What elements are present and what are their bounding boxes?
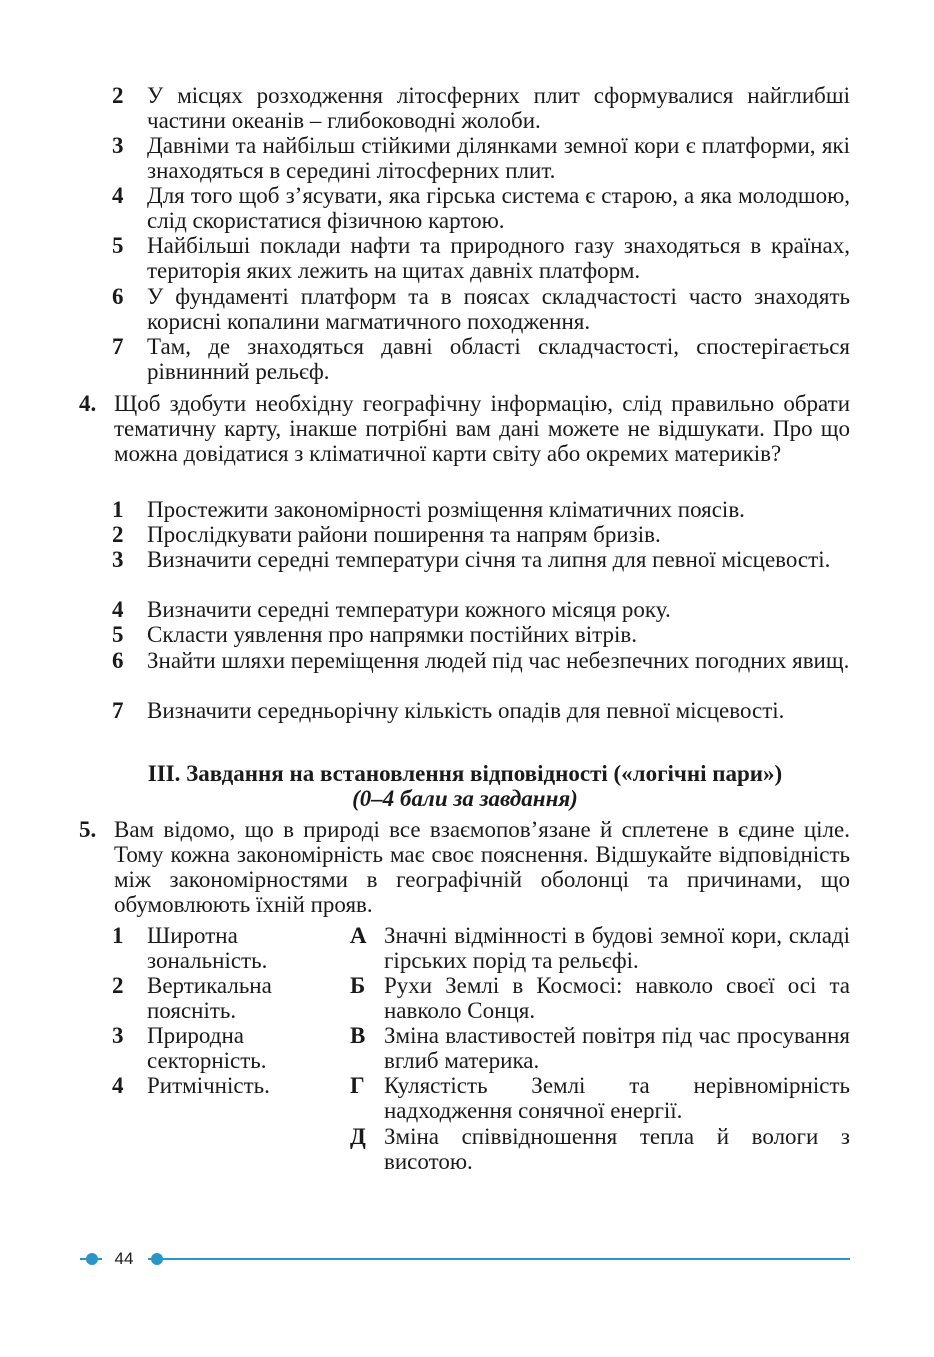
pair-right-item (350, 973, 850, 1023)
option-item (112, 522, 850, 547)
list-item (112, 334, 850, 384)
option-text: Простежити закономірності розміщення кліматичних поясів. (147, 497, 745, 522)
page-number: 44 (114, 1249, 134, 1268)
pair-left-item (112, 973, 332, 1023)
footer-rule (80, 1258, 850, 1260)
pair-right-letter: Б (350, 973, 366, 998)
pair-right-item (350, 1073, 850, 1123)
option-number: 2 (112, 522, 124, 547)
option-item (112, 622, 850, 647)
pair-left-number: 1 (112, 923, 124, 948)
list-item (112, 83, 850, 133)
section-title: ІІІ. Завдання на встановлення відповідності («логічні пари») (147, 761, 783, 786)
question-number: 5. (79, 817, 97, 842)
item-number: 4 (112, 183, 124, 208)
option-item (112, 497, 850, 522)
footer-dot-left-icon (86, 1253, 98, 1265)
option-item (112, 547, 850, 572)
question-number: 4. (79, 391, 97, 416)
option-number: 4 (112, 597, 124, 622)
item-text: У фундаменті платформ та в поясах складчастості часто знаходять корисні копалини магматичного походження. (147, 284, 850, 334)
footer-dot-right-icon (151, 1253, 163, 1265)
item-number: 3 (112, 133, 124, 158)
pair-left-item (112, 1073, 332, 1098)
option-number: 6 (112, 648, 124, 673)
list-item (112, 284, 850, 334)
pair-left-number: 2 (112, 973, 124, 998)
pair-left-item (112, 923, 332, 973)
option-item (112, 648, 850, 673)
pair-right-letter: Д (350, 1124, 366, 1149)
pair-left-item (112, 1023, 332, 1073)
pair-right-text: Зміна властивостей повітря під час просування вглиб материка. (384, 1023, 850, 1073)
pair-right-letter: Г (350, 1073, 365, 1098)
option-number: 1 (112, 497, 124, 522)
pair-left-text: Ритмічність. (147, 1073, 270, 1098)
item-text: Найбільші поклади нафти та природного газу знаходяться в країнах, територія яких лежить на щитах давніх платформ. (147, 233, 850, 283)
question-4 (79, 391, 850, 466)
list-item (112, 133, 850, 183)
pair-right-text: Рухи Землі в Космосі: навколо своєї осі та навколо Сонця. (384, 973, 850, 1023)
option-text: Знайти шляхи переміщення людей під час небезпечних погодних явищ. (147, 648, 850, 673)
item-text: Там, де знаходяться давні області складчастості, спостерігається рівнинний рельєф. (147, 334, 850, 384)
item-text: Давніми та найбільш стійкими ділянками земної кори є платформи, які знаходяться в середині літосферних плит. (147, 133, 850, 183)
question-text: Вам відомо, що в природі все взаємопов’язане й сплетене в єдине ціле. Тому кожна закономірність має своє пояснення. Відшукайте відповідність між закономірностями в географічній оболонці та причинами, що обумовлюють їхній прояв. (114, 817, 850, 917)
list-item (112, 183, 850, 233)
option-item (112, 597, 850, 622)
pair-right-text: Зміна співвідношення тепла й вологи з висотою. (384, 1124, 850, 1174)
option-number: 5 (112, 622, 124, 647)
option-text: Скласти уявлення про напрямки постійних вітрів. (147, 622, 637, 647)
list-item (112, 233, 850, 283)
item-number: 7 (112, 334, 124, 359)
option-text: Визначити середні температури кожного місяця року. (147, 597, 671, 622)
option-text: Визначити середньорічну кількість опадів для певної місцевості. (147, 698, 785, 723)
section-subtitle: (0–4 бали за завдання) (352, 786, 578, 811)
option-number: 7 (112, 698, 124, 723)
pair-left-text: Широтна зональність. (147, 923, 268, 973)
question-5 (79, 817, 850, 917)
pair-right-item (350, 1023, 850, 1073)
pair-right-item (350, 923, 850, 973)
pair-left-number: 3 (112, 1023, 124, 1048)
pair-right-letter: А (350, 923, 367, 948)
pair-left-text: Природна секторність. (147, 1023, 267, 1073)
pair-right-letter: В (350, 1023, 366, 1048)
option-item (112, 698, 850, 723)
question-text: Щоб здобути необхідну географічну інформацію, слід правильно обрати тематичну карту, інакше потрібні вам дані можете не відшукати. Про що можна довідатися з кліматичної карти світу або окремих материків? (114, 391, 850, 466)
item-number: 2 (112, 83, 124, 108)
item-text: Для того щоб з’ясувати, яка гірська система є старою, а яка молодшою, слід скористатися фізичною картою. (147, 183, 850, 233)
pair-right-text: Значні відмінності в будові земної кори, складі гірських порід та рельєфі. (384, 923, 850, 973)
pair-left-number: 4 (112, 1073, 124, 1098)
item-number: 5 (112, 233, 124, 258)
pair-left-text: Вертикальна поясніть. (147, 973, 272, 1023)
item-text: У місцях розходження літосферних плит сформувалися найглибші частини океанів – глибоководні жолоби. (147, 83, 850, 133)
option-number: 3 (112, 547, 124, 572)
item-number: 6 (112, 284, 124, 309)
pair-right-item (350, 1124, 850, 1174)
option-text: Прослідкувати райони поширення та напрям бризів. (147, 522, 661, 547)
option-text: Визначити середні температури січня та липня для певної місцевості. (147, 547, 831, 572)
pair-right-text: Кулястість Землі та нерівномірність надходження сонячної енергії. (384, 1073, 850, 1123)
section-heading (80, 761, 850, 811)
